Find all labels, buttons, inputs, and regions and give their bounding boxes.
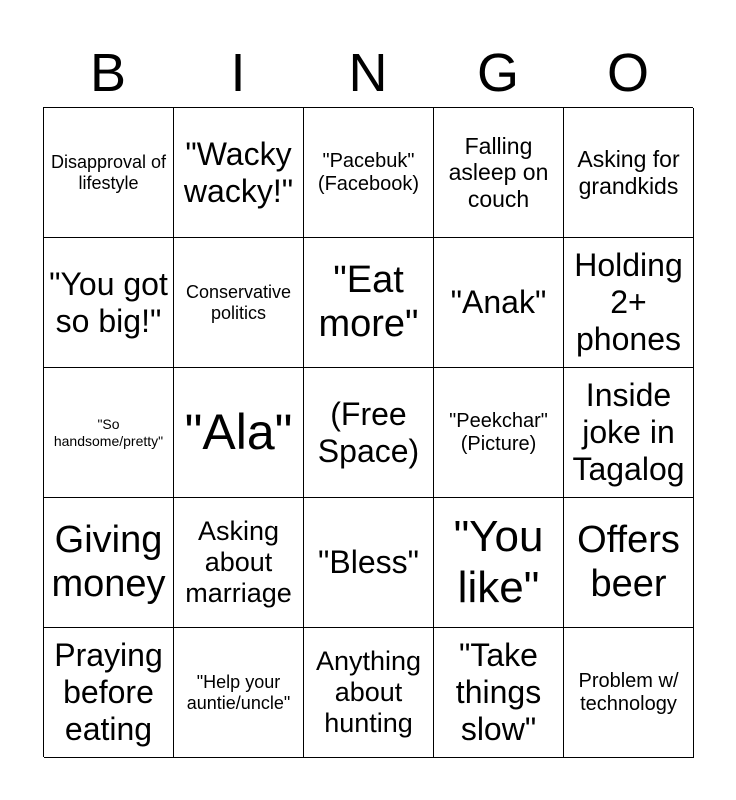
- cell-text: "Eat more": [318, 258, 419, 345]
- bingo-cell[interactable]: [564, 368, 694, 498]
- bingo-cell[interactable]: [44, 628, 174, 758]
- bingo-cell[interactable]: [44, 238, 174, 368]
- bingo-cell[interactable]: [174, 108, 304, 238]
- bingo-cell[interactable]: [304, 628, 434, 758]
- bingo-cell[interactable]: [564, 238, 694, 368]
- header-letter-n: N: [348, 43, 388, 103]
- bingo-cell[interactable]: [44, 368, 174, 498]
- bingo-header: [43, 38, 693, 108]
- bingo-cell[interactable]: [304, 238, 434, 368]
- bingo-cell[interactable]: [44, 498, 174, 628]
- bingo-cell[interactable]: [434, 108, 564, 238]
- cell-text: "Wacky wacky!": [183, 135, 294, 209]
- cell-text: (Free Space): [317, 395, 420, 469]
- bingo-board: [43, 107, 693, 757]
- bingo-cell[interactable]: [44, 108, 174, 238]
- bingo-cell[interactable]: [434, 628, 564, 758]
- bingo-cell[interactable]: [174, 238, 304, 368]
- header-letter-i: I: [230, 43, 246, 103]
- bingo-cell[interactable]: [304, 108, 434, 238]
- cell-text: Anything about hunting: [315, 645, 422, 739]
- bingo-cell[interactable]: [434, 368, 564, 498]
- cell-text: "Peekchar" (Picture): [449, 409, 548, 455]
- bingo-cell[interactable]: [174, 498, 304, 628]
- header-letter-g: G: [476, 43, 519, 103]
- cell-text: Holding 2+ phones: [574, 247, 683, 357]
- cell-text: Disapproval of lifestyle: [50, 151, 167, 193]
- header-letter-o: O: [606, 43, 649, 103]
- bingo-cell[interactable]: [564, 498, 694, 628]
- cell-text: Praying before eating: [54, 637, 163, 747]
- bingo-cell[interactable]: [434, 238, 564, 368]
- free-space-cell[interactable]: [304, 368, 434, 498]
- bingo-cell[interactable]: [174, 368, 304, 498]
- cell-text: Falling asleep on couch: [448, 132, 549, 212]
- cell-text: "You like": [453, 511, 544, 612]
- cell-text: Asking about marriage: [185, 515, 292, 609]
- cell-text: Inside joke in Tagalog: [572, 377, 685, 487]
- header-letter-b: B: [89, 43, 127, 103]
- bingo-cell[interactable]: [304, 498, 434, 628]
- cell-text: "Bless": [318, 544, 419, 581]
- cell-text: Asking for grandkids: [577, 146, 680, 199]
- cell-text: "You got so big!": [49, 265, 168, 339]
- cell-text: "Anak": [450, 284, 547, 321]
- cell-text: "So handsome/pretty": [53, 416, 164, 449]
- cell-text: "Help your auntie/uncle": [186, 671, 291, 713]
- cell-text: Conservative politics: [185, 281, 292, 323]
- cell-text: "Take things slow": [455, 637, 542, 747]
- bingo-cell[interactable]: [434, 498, 564, 628]
- bingo-cell[interactable]: [564, 628, 694, 758]
- cell-text: Giving money: [51, 518, 166, 605]
- cell-text: Problem w/ technology: [578, 669, 679, 715]
- cell-text: "Pacebuk" (Facebook): [317, 149, 420, 195]
- bingo-cell[interactable]: [564, 108, 694, 238]
- cell-text: "Ala": [184, 403, 293, 460]
- bingo-cell[interactable]: [174, 628, 304, 758]
- cell-text: Offers beer: [577, 518, 680, 605]
